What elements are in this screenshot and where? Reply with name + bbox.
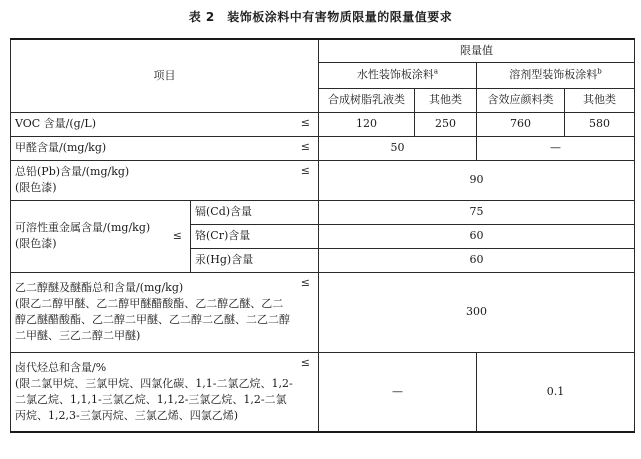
solvent-based-header	[477, 62, 635, 88]
limit-value-header: 限量值	[319, 39, 635, 62]
lead-value: 90	[319, 160, 635, 200]
voc-water-others-value: 250	[415, 112, 477, 136]
voc-row	[11, 112, 635, 136]
formaldehyde-label-cell	[11, 136, 319, 160]
table-caption: 表 2 装饰板涂料中有害物质限量的限量值要求	[188, 10, 453, 24]
halogenated-label-cell	[11, 352, 319, 432]
leq-symbol: ≤	[300, 115, 310, 129]
halogenated-row	[11, 352, 635, 432]
glycol-ethers-scope-line: 二甲醚、三乙二醇二甲醚)	[15, 329, 141, 342]
glycol-ethers-value: 300	[319, 272, 635, 352]
heavy-metal-row	[11, 200, 635, 224]
lead-label: 总铅(Pb)含量/(mg/kg)	[15, 165, 130, 178]
lead-label-cell	[11, 160, 319, 200]
halogenated-label: 卤代烃总和含量/%	[15, 360, 107, 374]
voc-label: VOC 含量/(g/L)	[15, 117, 97, 130]
cadmium-label: 镉(Cd)含量	[191, 200, 319, 224]
item-header: 项目	[11, 39, 319, 112]
mercury-label: 汞(Hg)含量	[191, 248, 319, 272]
solvent-others-header: 其他类	[565, 88, 635, 112]
leq-symbol: ≤	[300, 275, 310, 289]
chromium-value: 60	[319, 224, 635, 248]
leq-symbol: ≤	[300, 163, 310, 177]
glycol-ethers-scope-line: 醇乙醚醋酸酯、乙二醇二甲醚、乙二醇二乙醚、二乙二醇	[15, 313, 290, 326]
header-row-1	[11, 39, 635, 62]
effect-pigment-header: 含效应颜料类	[477, 88, 565, 112]
glycol-ethers-scope-line: (限乙二醇甲醚、乙二醇甲醚醋酸酯、乙二醇乙醚、乙二	[15, 297, 284, 310]
glycol-ethers-row	[11, 272, 635, 352]
heavy-metals-note: (限色漆)	[15, 237, 57, 250]
formaldehyde-solvent-value: —	[477, 136, 635, 160]
solvent-based-label: 溶剂型装饰板涂料	[509, 68, 598, 81]
formaldehyde-label: 甲醛含量/(mg/kg)	[15, 141, 107, 154]
water-based-header	[319, 62, 477, 88]
formaldehyde-water-value: 50	[319, 136, 477, 160]
leq-symbol: ≤	[300, 355, 310, 369]
solvent-based-footnote-mark: b	[597, 67, 602, 76]
halogenated-solvent-value: 0.1	[477, 352, 635, 432]
halogenated-scope-line: (限二氯甲烷、三氯甲烷、四氯化碳、1,1-二氯乙烷、1,2-	[15, 376, 293, 390]
halogenated-scope-line: 丙烷、1,2,3-三氯丙烷、三氯乙烯、四氯乙烯)	[15, 408, 238, 422]
voc-solvent-others-value: 580	[565, 112, 635, 136]
water-based-footnote-mark: a	[433, 67, 439, 76]
heavy-metals-label-cell	[11, 200, 191, 272]
voc-latex-value: 120	[319, 112, 415, 136]
latex-header: 合成树脂乳液类	[319, 88, 415, 112]
leq-symbol: ≤	[300, 139, 310, 153]
glycol-ethers-label: 乙二醇醚及醚酯总和含量/(mg/kg)	[15, 281, 184, 294]
voc-label-cell	[11, 112, 319, 136]
water-others-header: 其他类	[415, 88, 477, 112]
cadmium-value: 75	[319, 200, 635, 224]
halogenated-scope-line: 二氯乙烷、1,1,1-三氯乙烷、1,1,2-三氯乙烷、1,2-二氯	[15, 392, 287, 406]
voc-effect-pigment-value: 760	[477, 112, 565, 136]
leq-symbol: ≤	[172, 229, 182, 242]
limit-value-table	[10, 38, 635, 433]
mercury-value: 60	[319, 248, 635, 272]
halogenated-water-value: —	[319, 352, 477, 432]
glycol-ethers-label-cell	[11, 272, 319, 352]
chromium-label: 铬(Cr)含量	[191, 224, 319, 248]
water-based-label: 水性装饰板涂料	[356, 68, 434, 81]
formaldehyde-row	[11, 136, 635, 160]
heavy-metals-label: 可溶性重金属含量/(mg/kg)	[15, 221, 151, 234]
lead-note: (限色漆)	[15, 181, 57, 194]
lead-row	[11, 160, 635, 200]
